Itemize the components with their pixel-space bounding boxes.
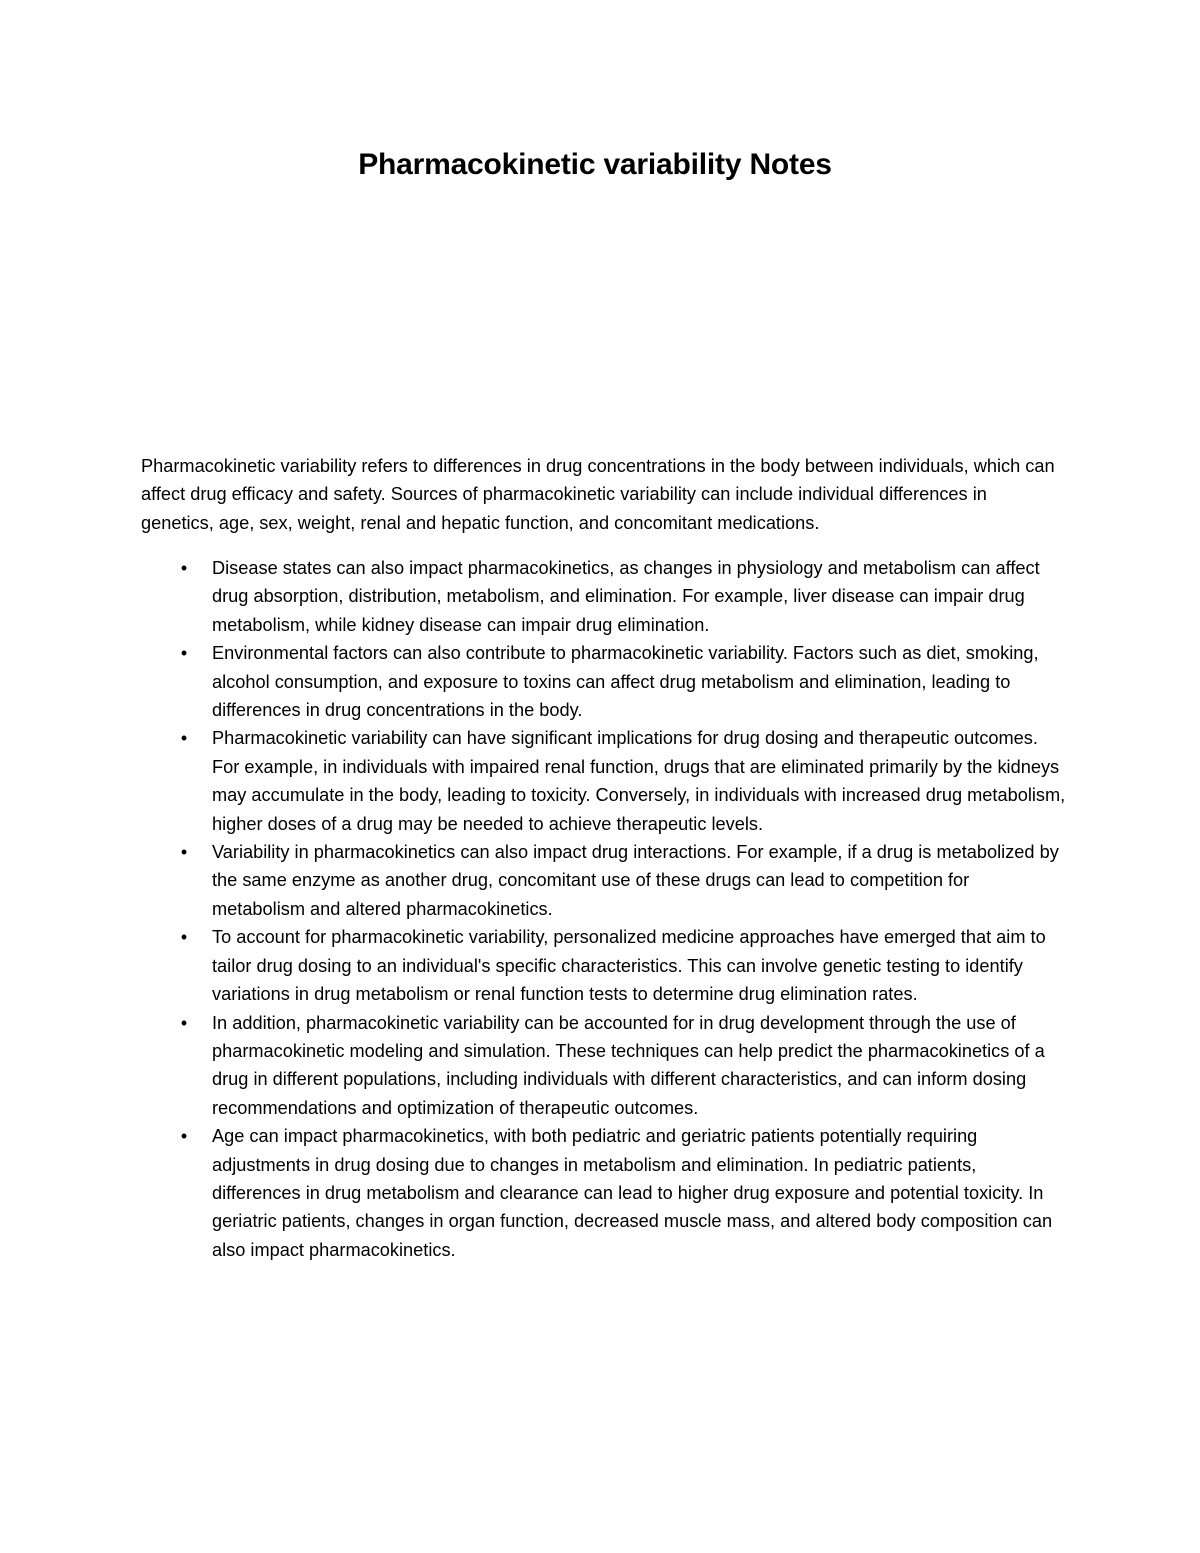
bullet-icon: •	[180, 558, 188, 578]
list-item	[141, 1122, 1066, 1264]
intro-paragraph: Pharmacokinetic variability refers to differences in drug concentrations in the body between individuals, which can affect drug efficacy and safety. Sources of pharmacokinetic variability can include individual differences in genetics, age, sex, weight, renal and hepatic function, and concomitant medications.	[141, 456, 1055, 533]
list-item-text: Environmental factors can also contribute to pharmacokinetic variability. Factors such as diet, smoking, alcohol consumption, and exposure to toxins can affect drug metabolism and elimination, leading to differences in drug concentrations in the body.	[212, 643, 1039, 721]
bullet-icon: •	[180, 643, 188, 664]
document-title: Pharmacokinetic variability Notes	[358, 148, 832, 181]
list-item	[141, 724, 1066, 838]
bullet-icon: •	[180, 927, 188, 948]
list-item	[141, 639, 1066, 724]
bullet-icon: •	[180, 728, 188, 749]
list-item	[141, 554, 1066, 639]
list-item	[141, 838, 1066, 923]
list-item-text: Pharmacokinetic variability can have significant implications for drug dosing and therapeutic outcomes. For example, in individuals with impaired renal function, drugs that are eliminated primarily by the kidneys may accumulate in the body, leading to toxicity. Conversely, in individuals with increased drug metabolism, higher doses of a drug may be needed to achieve therapeutic levels.	[212, 728, 1066, 834]
bullet-icon: •	[180, 1012, 188, 1033]
list-item-text: Variability in pharmacokinetics can also impact drug interactions. For example, if a drug is metabolized by the same enzyme as another drug, concomitant use of these drugs can lead to competition for metabolism and altered pharmacokinetics.	[212, 842, 1059, 919]
list-item	[141, 1009, 1066, 1123]
list-item-text: Age can impact pharmacokinetics, with both pediatric and geriatric patients potentially requiring adjustments in drug dosing due to changes in metabolism and elimination. In pediatric patients, differences in drug metabolism and clearance can lead to higher drug exposure and potential toxicity. In geriatric patients, changes in organ function, decreased muscle mass, and altered body composition can also impact pharmacokinetics.	[212, 1126, 1053, 1260]
list-item-text: To account for pharmacokinetic variability, personalized medicine approaches have emerged that aim to tailor drug dosing to an individual's specific characteristics. This can involve genetic testing to identify variations in drug metabolism or renal function tests to determine drug elimination rates.	[212, 927, 1046, 1005]
list-item	[141, 923, 1066, 1008]
bullet-icon: •	[180, 1126, 188, 1147]
bullet-list	[141, 554, 1066, 1264]
bullet-icon: •	[180, 842, 188, 863]
list-item-text: In addition, pharmacokinetic variability can be accounted for in drug development through the use of pharmacokinetic modeling and simulation. These techniques can help predict the pharmacokinetics of a drug in different populations, including individuals with different characteristics, and can inform dosing recommendations and optimization of therapeutic outcomes.	[212, 1012, 1045, 1118]
list-item-text: Disease states can also impact pharmacokinetics, as changes in physiology and metabolism can affect drug absorption, distribution, metabolism, and elimination. For example, liver disease can impair drug metabolism, while kidney disease can impair drug elimination.	[212, 558, 1040, 635]
